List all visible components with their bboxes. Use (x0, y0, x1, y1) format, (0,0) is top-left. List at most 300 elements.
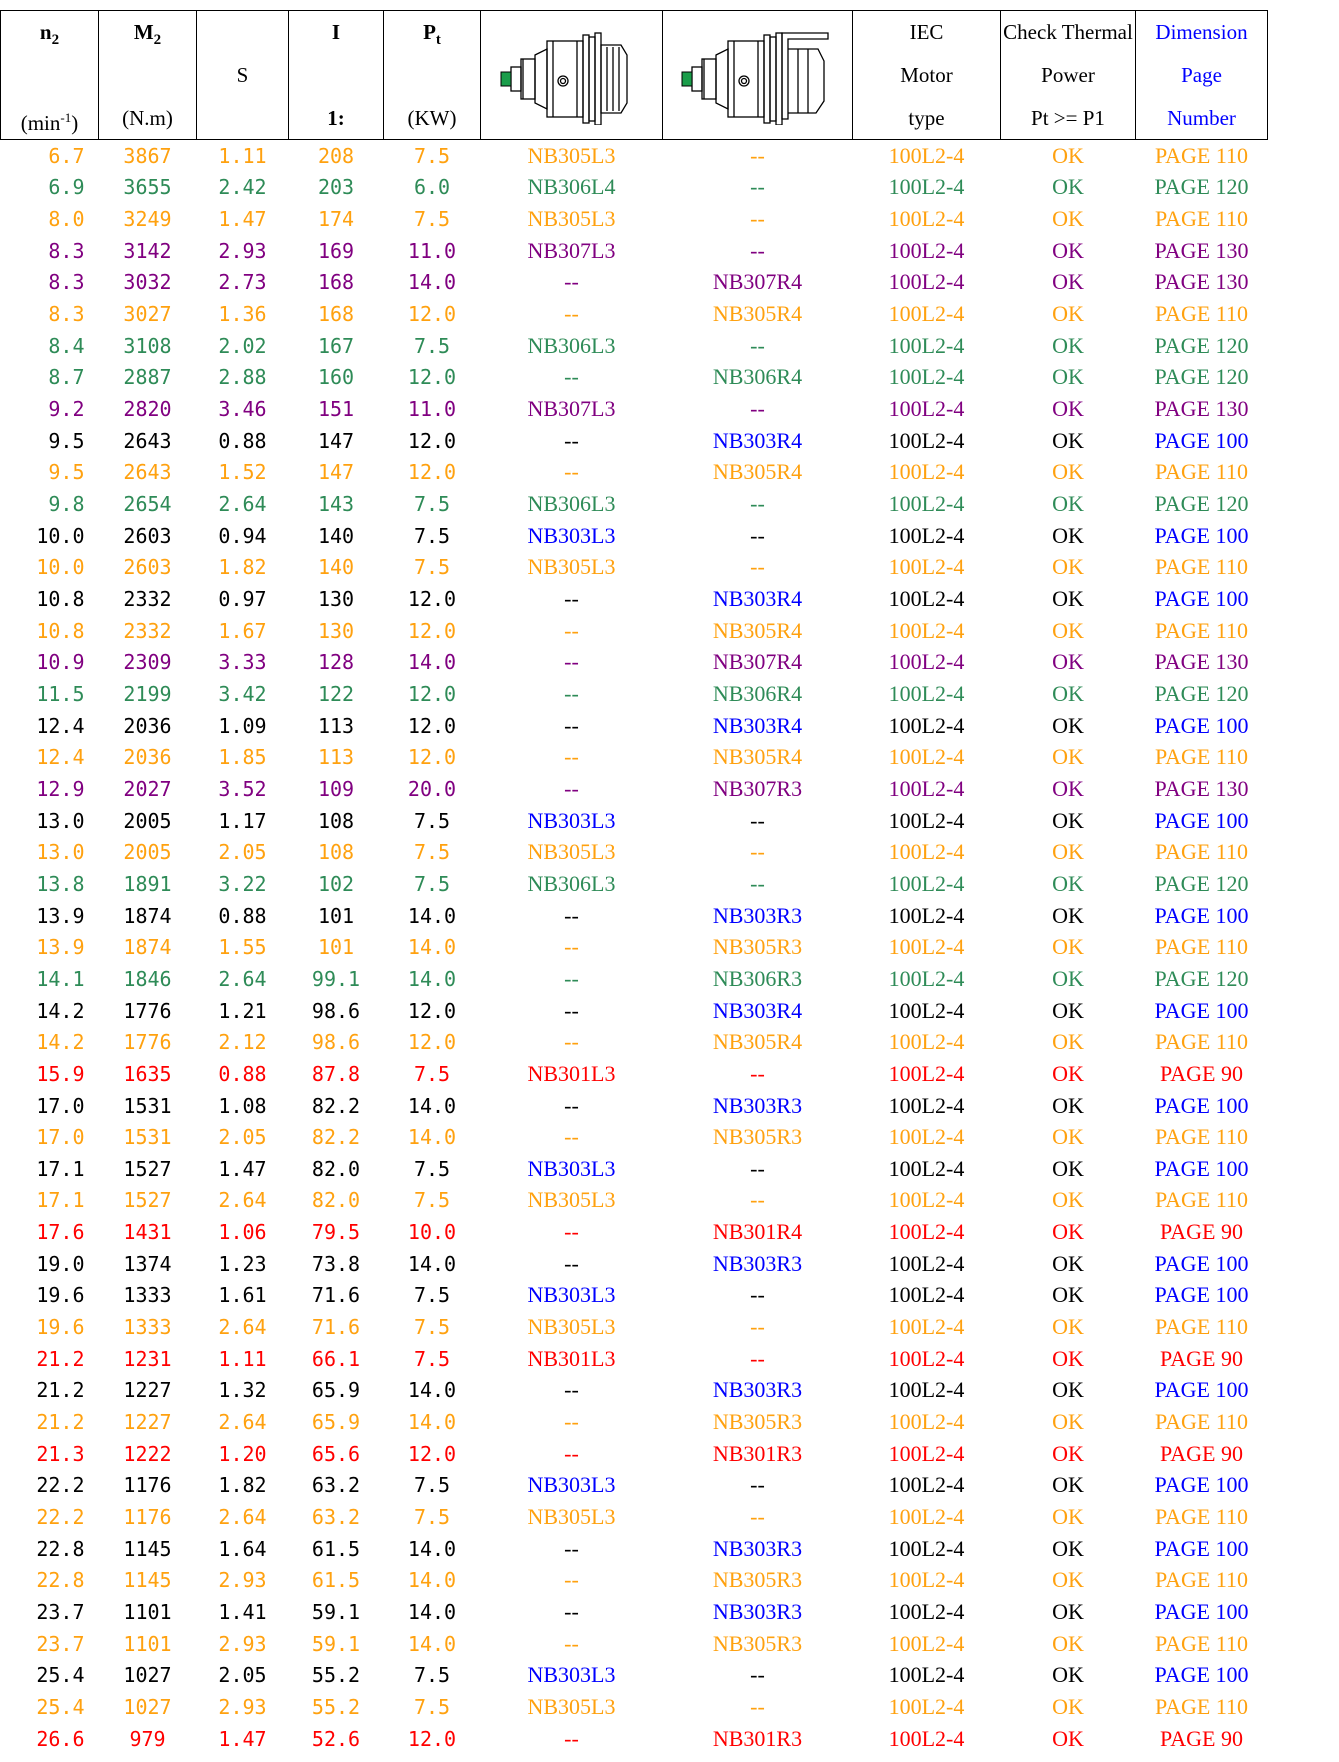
cell-s: 2.05 (218, 1663, 267, 1688)
cell-page: PAGE 100 (1154, 807, 1249, 833)
table-row (1, 995, 1268, 1027)
cell-model-l: -- (564, 934, 579, 960)
cell-ratio: 130 (317, 618, 355, 643)
cell-check: OK (1052, 775, 1084, 801)
cell-pt: 14.0 (407, 1568, 457, 1593)
cell-model-r: -- (750, 396, 765, 422)
cell-pt: 12.0 (407, 302, 457, 327)
cell-iec-motor: 100L2-4 (888, 712, 965, 738)
cell-s: 1.55 (218, 935, 267, 960)
cell-pt: 12.0 (407, 428, 457, 453)
cell-ratio: 55.2 (311, 1663, 361, 1688)
cell-iec-motor: 100L2-4 (888, 1377, 965, 1403)
cell-model-l: NB307L3 (527, 237, 616, 263)
cell-model-l: -- (564, 902, 579, 928)
cell-model-r: -- (750, 1060, 765, 1086)
cell-n2: 23.7 (36, 1600, 85, 1625)
cell-model-r: NB301R4 (712, 1219, 803, 1245)
cell-model-r: NB305R4 (712, 301, 803, 327)
cell-model-l: -- (564, 617, 579, 643)
cell-model-r: -- (750, 1314, 765, 1340)
cell-page: PAGE 100 (1154, 586, 1249, 612)
cell-page: PAGE 100 (1154, 1250, 1249, 1276)
cell-n2: 22.8 (36, 1536, 85, 1561)
cell-model-r: NB305R3 (712, 1630, 803, 1656)
cell-model-l: -- (564, 301, 579, 327)
cell-n2: 23.7 (36, 1631, 85, 1656)
cell-ratio: 102 (317, 871, 355, 896)
cell-check: OK (1052, 680, 1084, 706)
cell-check: OK (1052, 301, 1084, 327)
cell-n2: 22.2 (36, 1505, 85, 1530)
table-row (1, 1343, 1268, 1375)
cell-s: 1.67 (218, 618, 267, 643)
cell-page: PAGE 90 (1160, 1440, 1243, 1466)
cell-page: PAGE 100 (1154, 712, 1249, 738)
cell-n2: 9.8 (48, 492, 85, 517)
cell-s: 1.61 (218, 1283, 267, 1308)
cell-page: PAGE 100 (1154, 1377, 1249, 1403)
cell-page: PAGE 110 (1154, 1630, 1249, 1656)
cell-iec-motor: 100L2-4 (888, 522, 965, 548)
header-image-r (663, 11, 853, 140)
cell-check: OK (1052, 206, 1084, 232)
cell-check: OK (1052, 1599, 1084, 1625)
cell-m2: 2332 (123, 618, 172, 643)
cell-pt: 7.5 (413, 1473, 451, 1498)
cell-m2: 2005 (123, 840, 172, 865)
cell-n2: 9.5 (48, 460, 85, 485)
cell-m2: 2036 (123, 745, 172, 770)
cell-iec-motor: 100L2-4 (888, 174, 965, 200)
table-row (1, 520, 1268, 552)
cell-model-l: -- (564, 1567, 579, 1593)
cell-check: OK (1052, 1630, 1084, 1656)
cell-pt: 14.0 (407, 650, 457, 675)
cell-model-r: NB307R3 (712, 775, 803, 801)
cell-ratio: 98.6 (311, 998, 361, 1023)
cell-m2: 1333 (123, 1283, 172, 1308)
cell-m2: 3655 (123, 175, 172, 200)
cell-check: OK (1052, 965, 1084, 991)
cell-s: 1.08 (218, 1093, 267, 1118)
cell-check: OK (1052, 1029, 1084, 1055)
cell-check: OK (1052, 902, 1084, 928)
cell-page: PAGE 110 (1154, 301, 1249, 327)
cell-model-l: NB303L3 (527, 522, 616, 548)
cell-iec-motor: 100L2-4 (888, 1630, 965, 1656)
cell-page: PAGE 120 (1154, 332, 1249, 358)
cell-m2: 1145 (123, 1536, 172, 1561)
cell-s: 1.64 (218, 1536, 267, 1561)
cell-model-r: NB303R3 (712, 1250, 803, 1276)
table-row (1, 1248, 1268, 1280)
cell-ratio: 59.1 (311, 1600, 361, 1625)
cell-check: OK (1052, 554, 1084, 580)
cell-ratio: 143 (317, 492, 355, 517)
cell-check: OK (1052, 1440, 1084, 1466)
cell-ratio: 140 (317, 523, 355, 548)
cell-pt: 14.0 (407, 1600, 457, 1625)
cell-page: PAGE 100 (1154, 1092, 1249, 1118)
cell-model-r: NB305R3 (712, 1409, 803, 1435)
cell-model-r: -- (750, 491, 765, 517)
cell-s: 1.06 (218, 1220, 267, 1245)
cell-n2: 10.8 (36, 618, 85, 643)
cell-check: OK (1052, 1187, 1084, 1213)
cell-pt: 7.5 (413, 555, 451, 580)
cell-ratio: 147 (317, 428, 355, 453)
cell-m2: 1027 (123, 1694, 172, 1719)
cell-m2: 1874 (123, 935, 172, 960)
cell-ratio: 174 (317, 207, 355, 232)
cell-check: OK (1052, 1124, 1084, 1150)
cell-check: OK (1052, 364, 1084, 390)
cell-n2: 8.0 (48, 207, 85, 232)
cell-check: OK (1052, 142, 1084, 168)
cell-check: OK (1052, 807, 1084, 833)
cell-iec-motor: 100L2-4 (888, 1187, 965, 1213)
cell-model-r: NB303R4 (712, 712, 803, 738)
cell-s: 2.64 (218, 492, 267, 517)
cell-model-r: -- (750, 839, 765, 865)
cell-pt: 12.0 (407, 998, 457, 1023)
cell-check: OK (1052, 1345, 1084, 1371)
cell-page: PAGE 100 (1154, 1472, 1249, 1498)
cell-n2: 17.6 (36, 1220, 85, 1245)
cell-page: PAGE 130 (1154, 775, 1249, 801)
cell-check: OK (1052, 1472, 1084, 1498)
cell-ratio: 52.6 (311, 1726, 361, 1751)
cell-s: 3.52 (218, 776, 267, 801)
cell-n2: 13.9 (36, 903, 85, 928)
cell-m2: 2603 (123, 555, 172, 580)
header-row (1, 11, 1268, 140)
cell-ratio: 109 (317, 776, 355, 801)
cell-model-l: NB303L3 (527, 1662, 616, 1688)
cell-model-l: -- (564, 1725, 579, 1751)
cell-check: OK (1052, 269, 1084, 295)
cell-model-l: NB303L3 (527, 1282, 616, 1308)
cell-page: PAGE 130 (1154, 269, 1249, 295)
cell-s: 3.46 (218, 397, 267, 422)
cell-s: 2.02 (218, 333, 267, 358)
table-row (1, 678, 1268, 710)
cell-iec-motor: 100L2-4 (888, 1219, 965, 1245)
table-row (1, 1660, 1268, 1692)
cell-page: PAGE 110 (1154, 554, 1249, 580)
table-row (1, 1026, 1268, 1058)
cell-check: OK (1052, 396, 1084, 422)
cell-n2: 9.5 (48, 428, 85, 453)
table-row (1, 457, 1268, 489)
cell-iec-motor: 100L2-4 (888, 459, 965, 485)
cell-model-l: -- (564, 269, 579, 295)
header-n2: $n_2$ $(\min^{-1})$ (1, 11, 99, 140)
cell-m2: 2887 (123, 365, 172, 390)
cell-s: 2.64 (218, 1315, 267, 1340)
cell-s: 0.88 (218, 428, 267, 453)
cell-ratio: 71.6 (311, 1283, 361, 1308)
cell-ratio: 113 (317, 713, 355, 738)
cell-page: PAGE 110 (1154, 839, 1249, 865)
cell-n2: 8.7 (48, 365, 85, 390)
cell-pt: 6.0 (413, 175, 451, 200)
cell-n2: 8.3 (48, 302, 85, 327)
cell-m2: 2820 (123, 397, 172, 422)
table-row (1, 1501, 1268, 1533)
table-row (1, 583, 1268, 615)
cell-model-r: NB303R3 (712, 1092, 803, 1118)
cell-model-r: NB305R4 (712, 459, 803, 485)
cell-s: 0.94 (218, 523, 267, 548)
cell-model-r: NB306R4 (712, 680, 803, 706)
cell-ratio: 203 (317, 175, 355, 200)
cell-pt: 7.5 (413, 492, 451, 517)
cell-iec-motor: 100L2-4 (888, 934, 965, 960)
cell-pt: 7.5 (413, 207, 451, 232)
cell-m2: 1176 (123, 1473, 172, 1498)
cell-m2: 3867 (123, 143, 172, 168)
table-row (1, 741, 1268, 773)
cell-model-r: NB305R3 (712, 1124, 803, 1150)
table-row (1, 1280, 1268, 1312)
cell-page: PAGE 90 (1160, 1725, 1243, 1751)
cell-check: OK (1052, 1155, 1084, 1181)
cell-iec-motor: 100L2-4 (888, 870, 965, 896)
cell-page: PAGE 90 (1160, 1219, 1243, 1245)
cell-ratio: 98.6 (311, 1030, 361, 1055)
cell-ratio: 65.9 (311, 1378, 361, 1403)
cell-model-l: -- (564, 1250, 579, 1276)
cell-s: 0.88 (218, 1061, 267, 1086)
cell-iec-motor: 100L2-4 (888, 396, 965, 422)
cell-check: OK (1052, 459, 1084, 485)
cell-check: OK (1052, 839, 1084, 865)
cell-m2: 1531 (123, 1125, 172, 1150)
cell-n2: 19.6 (36, 1315, 85, 1340)
table-row (1, 647, 1268, 679)
cell-iec-motor: 100L2-4 (888, 839, 965, 865)
cell-iec-motor: 100L2-4 (888, 554, 965, 580)
cell-iec-motor: 100L2-4 (888, 301, 965, 327)
cell-pt: 14.0 (407, 1536, 457, 1561)
cell-model-l: -- (564, 1599, 579, 1625)
cell-model-r: NB305R4 (712, 617, 803, 643)
cell-iec-motor: 100L2-4 (888, 807, 965, 833)
cell-pt: 14.0 (407, 1631, 457, 1656)
cell-n2: 15.9 (36, 1061, 85, 1086)
cell-model-l: NB305L3 (527, 1187, 616, 1213)
cell-check: OK (1052, 427, 1084, 453)
cell-m2: 1231 (123, 1346, 172, 1371)
cell-model-r: -- (750, 1693, 765, 1719)
cell-page: PAGE 120 (1154, 491, 1249, 517)
cell-ratio: 65.9 (311, 1410, 361, 1435)
cell-check: OK (1052, 332, 1084, 358)
cell-m2: 3249 (123, 207, 172, 232)
cell-page: PAGE 110 (1154, 142, 1249, 168)
cell-m2: 979 (129, 1726, 166, 1751)
cell-model-r: NB301R3 (712, 1725, 803, 1751)
cell-m2: 1101 (123, 1631, 172, 1656)
cell-m2: 1846 (123, 966, 172, 991)
cell-check: OK (1052, 1314, 1084, 1340)
cell-n2: 12.4 (36, 713, 85, 738)
cell-model-r: -- (750, 554, 765, 580)
cell-iec-motor: 100L2-4 (888, 1535, 965, 1561)
cell-ratio: 82.2 (311, 1125, 361, 1150)
cell-n2: 13.9 (36, 935, 85, 960)
cell-model-r: NB301R3 (712, 1440, 803, 1466)
cell-s: 1.21 (218, 998, 267, 1023)
cell-ratio: 82.0 (311, 1156, 361, 1181)
cell-ratio: 71.6 (311, 1315, 361, 1340)
cell-pt: 10.0 (407, 1220, 457, 1245)
cell-pt: 12.0 (407, 365, 457, 390)
cell-iec-motor: 100L2-4 (888, 1662, 965, 1688)
cell-page: PAGE 130 (1154, 649, 1249, 675)
cell-model-l: NB305L3 (527, 554, 616, 580)
selection-table (0, 10, 1268, 1754)
cell-pt: 12.0 (407, 587, 457, 612)
cell-ratio: 130 (317, 587, 355, 612)
cell-s: 1.20 (218, 1441, 267, 1466)
table-row (1, 203, 1268, 235)
cell-ratio: 113 (317, 745, 355, 770)
cell-iec-motor: 100L2-4 (888, 1282, 965, 1308)
cell-pt: 7.5 (413, 840, 451, 865)
table-row (1, 330, 1268, 362)
cell-model-l: -- (564, 1377, 579, 1403)
cell-pt: 7.5 (413, 1663, 451, 1688)
cell-n2: 6.9 (48, 175, 85, 200)
cell-model-r: -- (750, 1662, 765, 1688)
cell-pt: 7.5 (413, 1505, 451, 1530)
cell-iec-motor: 100L2-4 (888, 1092, 965, 1118)
cell-s: 1.17 (218, 808, 267, 833)
cell-page: PAGE 100 (1154, 1599, 1249, 1625)
table-row (1, 172, 1268, 204)
cell-model-l: -- (564, 586, 579, 612)
cell-s: 2.93 (218, 1694, 267, 1719)
cell-model-l: -- (564, 1092, 579, 1118)
cell-ratio: 63.2 (311, 1505, 361, 1530)
cell-page: PAGE 110 (1154, 934, 1249, 960)
cell-model-r: -- (750, 1345, 765, 1371)
cell-iec-motor: 100L2-4 (888, 364, 965, 390)
cell-model-r: -- (750, 332, 765, 358)
cell-ratio: 61.5 (311, 1536, 361, 1561)
cell-model-r: NB307R4 (712, 649, 803, 675)
cell-model-l: NB306L4 (527, 174, 616, 200)
table-row (1, 1470, 1268, 1502)
cell-s: 1.52 (218, 460, 267, 485)
table-row (1, 1438, 1268, 1470)
cell-page: PAGE 120 (1154, 364, 1249, 390)
cell-m2: 1227 (123, 1410, 172, 1435)
table-row (1, 710, 1268, 742)
cell-model-l: -- (564, 680, 579, 706)
table-row (1, 1691, 1268, 1723)
cell-check: OK (1052, 1725, 1084, 1751)
cell-m2: 3032 (123, 270, 172, 295)
cell-model-l: -- (564, 997, 579, 1023)
cell-m2: 2654 (123, 492, 172, 517)
cell-s: 2.64 (218, 1410, 267, 1435)
cell-n2: 8.3 (48, 270, 85, 295)
cell-s: 2.64 (218, 1188, 267, 1213)
cell-check: OK (1052, 1250, 1084, 1276)
cell-iec-motor: 100L2-4 (888, 1314, 965, 1340)
cell-m2: 1222 (123, 1441, 172, 1466)
cell-pt: 12.0 (407, 618, 457, 643)
cell-pt: 7.5 (413, 333, 451, 358)
cell-pt: 7.5 (413, 523, 451, 548)
cell-page: PAGE 90 (1160, 1060, 1243, 1086)
cell-ratio: 168 (317, 270, 355, 295)
cell-iec-motor: 100L2-4 (888, 427, 965, 453)
cell-model-l: NB306L3 (527, 870, 616, 896)
cell-n2: 21.2 (36, 1410, 85, 1435)
cell-s: 3.22 (218, 871, 267, 896)
cell-ratio: 66.1 (311, 1346, 361, 1371)
cell-m2: 1145 (123, 1568, 172, 1593)
cell-s: 2.42 (218, 175, 267, 200)
cell-check: OK (1052, 1282, 1084, 1308)
cell-model-r: NB303R4 (712, 997, 803, 1023)
cell-s: 2.93 (218, 238, 267, 263)
cell-page: PAGE 110 (1154, 1567, 1249, 1593)
header-i: I 1: (289, 11, 384, 140)
cell-pt: 14.0 (407, 1125, 457, 1150)
cell-pt: 14.0 (407, 966, 457, 991)
table-row (1, 1311, 1268, 1343)
cell-model-r: -- (750, 522, 765, 548)
table-row (1, 836, 1268, 868)
table-row (1, 140, 1268, 172)
cell-model-r: NB303R3 (712, 1599, 803, 1625)
cell-ratio: 82.0 (311, 1188, 361, 1213)
cell-m2: 2643 (123, 428, 172, 453)
cell-model-l: NB303L3 (527, 807, 616, 833)
cell-check: OK (1052, 1377, 1084, 1403)
cell-pt: 7.5 (413, 143, 451, 168)
cell-n2: 11.5 (36, 681, 85, 706)
cell-s: 2.12 (218, 1030, 267, 1055)
cell-check: OK (1052, 712, 1084, 738)
cell-pt: 14.0 (407, 1251, 457, 1276)
cell-s: 1.82 (218, 1473, 267, 1498)
cell-model-r: -- (750, 1504, 765, 1530)
cell-n2: 9.2 (48, 397, 85, 422)
cell-model-l: NB303L3 (527, 1472, 616, 1498)
cell-ratio: 108 (317, 840, 355, 865)
cell-s: 3.42 (218, 681, 267, 706)
cell-n2: 8.4 (48, 333, 85, 358)
cell-s: 1.47 (218, 1726, 267, 1751)
cell-iec-motor: 100L2-4 (888, 902, 965, 928)
table-row (1, 235, 1268, 267)
cell-model-r: NB306R4 (712, 364, 803, 390)
table-row (1, 1533, 1268, 1565)
cell-page: PAGE 90 (1160, 1345, 1243, 1371)
cell-check: OK (1052, 237, 1084, 263)
cell-pt: 7.5 (413, 1694, 451, 1719)
cell-n2: 12.9 (36, 776, 85, 801)
cell-ratio: 128 (317, 650, 355, 675)
cell-model-l: -- (564, 744, 579, 770)
